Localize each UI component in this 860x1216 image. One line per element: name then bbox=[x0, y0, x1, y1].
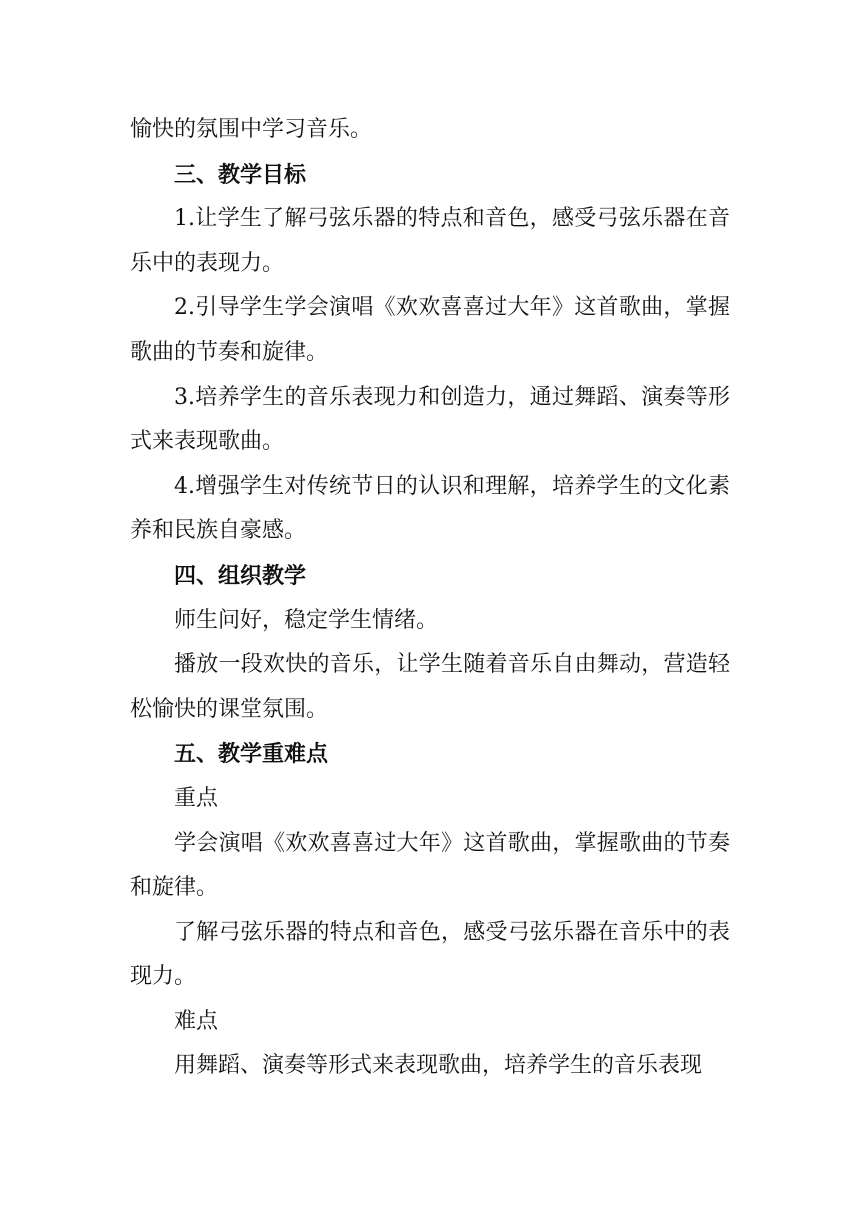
section-heading-teaching-objectives: 三、教学目标 bbox=[174, 161, 307, 188]
objective-item-1: 1.让学生了解弓弦乐器的特点和音色，感受弓弦乐器在音乐中的表现力。 bbox=[130, 206, 730, 276]
paragraph-greeting: 师生问好，稳定学生情绪。 bbox=[174, 607, 439, 633]
document-body bbox=[130, 108, 730, 1089]
key-point-1: 学会演唱《欢欢喜喜过大年》这首歌曲，掌握歌曲的节奏和旋律。 bbox=[130, 830, 730, 901]
section-heading-key-difficult-points: 五、教学重难点 bbox=[174, 741, 329, 768]
key-point-2: 了解弓弦乐器的特点和音色，感受弓弦乐器在音乐中的表现力。 bbox=[130, 919, 730, 990]
paragraph-continuation: 愉快的氛围中学习音乐。 bbox=[130, 117, 373, 142]
subheading-key-points: 重点 bbox=[174, 785, 219, 811]
objective-item-3: 3.培养学生的音乐表现力和创造力，通过舞蹈、演奏等形式来表现歌曲。 bbox=[130, 384, 730, 455]
objective-item-4: 4.增强学生对传统节日的认识和理解，培养学生的文化素养和民族自豪感。 bbox=[130, 473, 730, 544]
section-heading-class-organization: 四、组织教学 bbox=[174, 562, 307, 589]
objective-item-2: 2.引导学生学会演唱《欢欢喜喜过大年》这首歌曲，掌握歌曲的节奏和旋律。 bbox=[130, 295, 730, 365]
paragraph-warmup-music: 播放一段欢快的音乐，让学生随着音乐自由舞动，营造轻松愉快的课堂氛围。 bbox=[130, 652, 730, 722]
difficult-point-1: 用舞蹈、演奏等形式来表现歌曲，培养学生的音乐表现 bbox=[174, 1053, 703, 1079]
subheading-difficult-points: 难点 bbox=[174, 1008, 219, 1034]
